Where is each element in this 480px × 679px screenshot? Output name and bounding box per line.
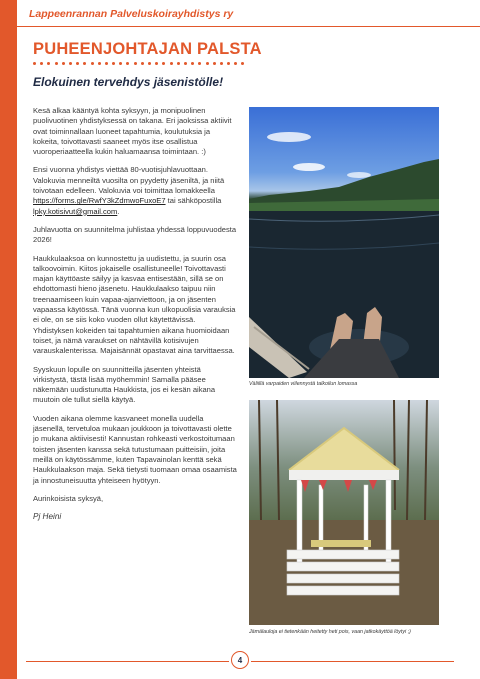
- side-accent-bar: [0, 0, 17, 679]
- anniversary-text-3: .: [117, 206, 120, 216]
- dotted-divider: [33, 62, 244, 65]
- anniversary-text-2: tai sähköpostilla: [167, 196, 222, 206]
- footer-divider-right: [251, 661, 454, 662]
- footer-divider-left: [26, 661, 229, 662]
- email-link[interactable]: lpky.kotisivut@gmail.com: [33, 206, 118, 216]
- structure-photo-illustration: [249, 400, 439, 625]
- photo-caption-2: Jämälauloja ei tietenkään heitetty heti pois, vaan jatkokäyttöä löytyi ;): [249, 629, 411, 635]
- lake-photo-illustration: [249, 107, 439, 378]
- page-title: PUHEENJOHTAJAN PALSTA: [33, 40, 262, 58]
- paragraph-new-members: Vuoden aikana olemme kasvaneet monella uudella jäsenellä, tervetuloa mukaan joukkoon ja toivottavasti olette jo mukana aktiivisesti! Kannustan rohkeasti verkostoitumaan toisten jäsenten kanssa sekä tutustumaan puitteisiin, joita meillä on käytössämme, kuten Tapavainolan kenttä sekä Haukkulaakson maja. Sekä tietysti tuomaan omaa osaamista ja innostuneisuutta yhteiseen hyötyyn.: [33, 413, 237, 485]
- header-divider: [17, 26, 480, 27]
- form-link[interactable]: https://forms.gle/RwfY3kZdmwoFuxoE7: [33, 196, 166, 206]
- article-body: [33, 106, 237, 522]
- paragraph-autumn-event: Syyskuun lopulle on suunnitteilla jäsenten yhteistä virkistystä, tästä lisää myöhemmin! Samalla pääsee näkemään uudistunutta Haukkista, jos ei kesän aikana muutoin ole tullut siellä käytyä.: [33, 364, 216, 405]
- paragraph-anniversary: [33, 165, 237, 216]
- anniversary-text: Ensi vuonna yhdistys viettää 80-vuotisjuhlavuottaan. Valokuvia menneiltä vuosilta on pyydetty jäseniltä, ja niitä toivotaan edelleen. Valokuvia voi toimittaa lomakkeella: [33, 165, 225, 196]
- signature: Pj Heini: [33, 512, 62, 522]
- paragraph-intro: Kesä alkaa kääntyä kohta syksyyn, ja monipuolinen puolivuotinen yhdistyksessä on takana. Eri jaoksissa aktiivit ovat toiminnallaan luoneet tapahtumia, koulutuksia ja kokeita, toivottavasti saaneet myös itse osallistua vuoroperiaatteella kukin haluamaansa toimintaan. :): [33, 106, 232, 157]
- paragraph-jubilee: Juhlavuotta on suunnitelma juhlistaa yhdessä loppuvuodesta 2026!: [33, 224, 237, 245]
- photo-caption-1: Väliillä varpaiden viilennystä talkoilun lomassa: [249, 381, 358, 387]
- article-subtitle: Elokuinen tervehdys jäsenistölle!: [33, 75, 224, 89]
- header-organization: Lappeenrannan Palveluskoirayhdistys ry: [29, 8, 234, 20]
- page-number: 4: [231, 651, 249, 669]
- paragraph-haukkulaakso: Haukkulaaksoa on kunnostettu ja uudistettu, ja suurin osa talkoovoimin. Kiitos jokaiselle osallistuneelle! Toivottavasti majan käyttöaste säilyy ja kasvaa entisestään, sillä se on ehdottomasti hieno jäsenetu. Haukkulaakso taipuu niin treenaamiseen kuin vapaa-ajanviettoon, ja on jäsenten vapaassa käytössä. Tänä vuonna kun ulkopuolisia varauksia ei ole, on se siis koko vuoden ollut käytettävissä. Yhdistyksen kokeiden tai tapahtumien aikana huomioidaan toiset, ja nämä varaukset on nähtävillä kotisivujen varauskalenterissa. Majaisännät opastavat aina tarvittaessa.: [33, 253, 236, 356]
- photo-lake-feet: [249, 107, 439, 378]
- closing-greeting: Aurinkoisista syksyä,: [33, 493, 104, 503]
- photo-wooden-structure: [249, 400, 439, 625]
